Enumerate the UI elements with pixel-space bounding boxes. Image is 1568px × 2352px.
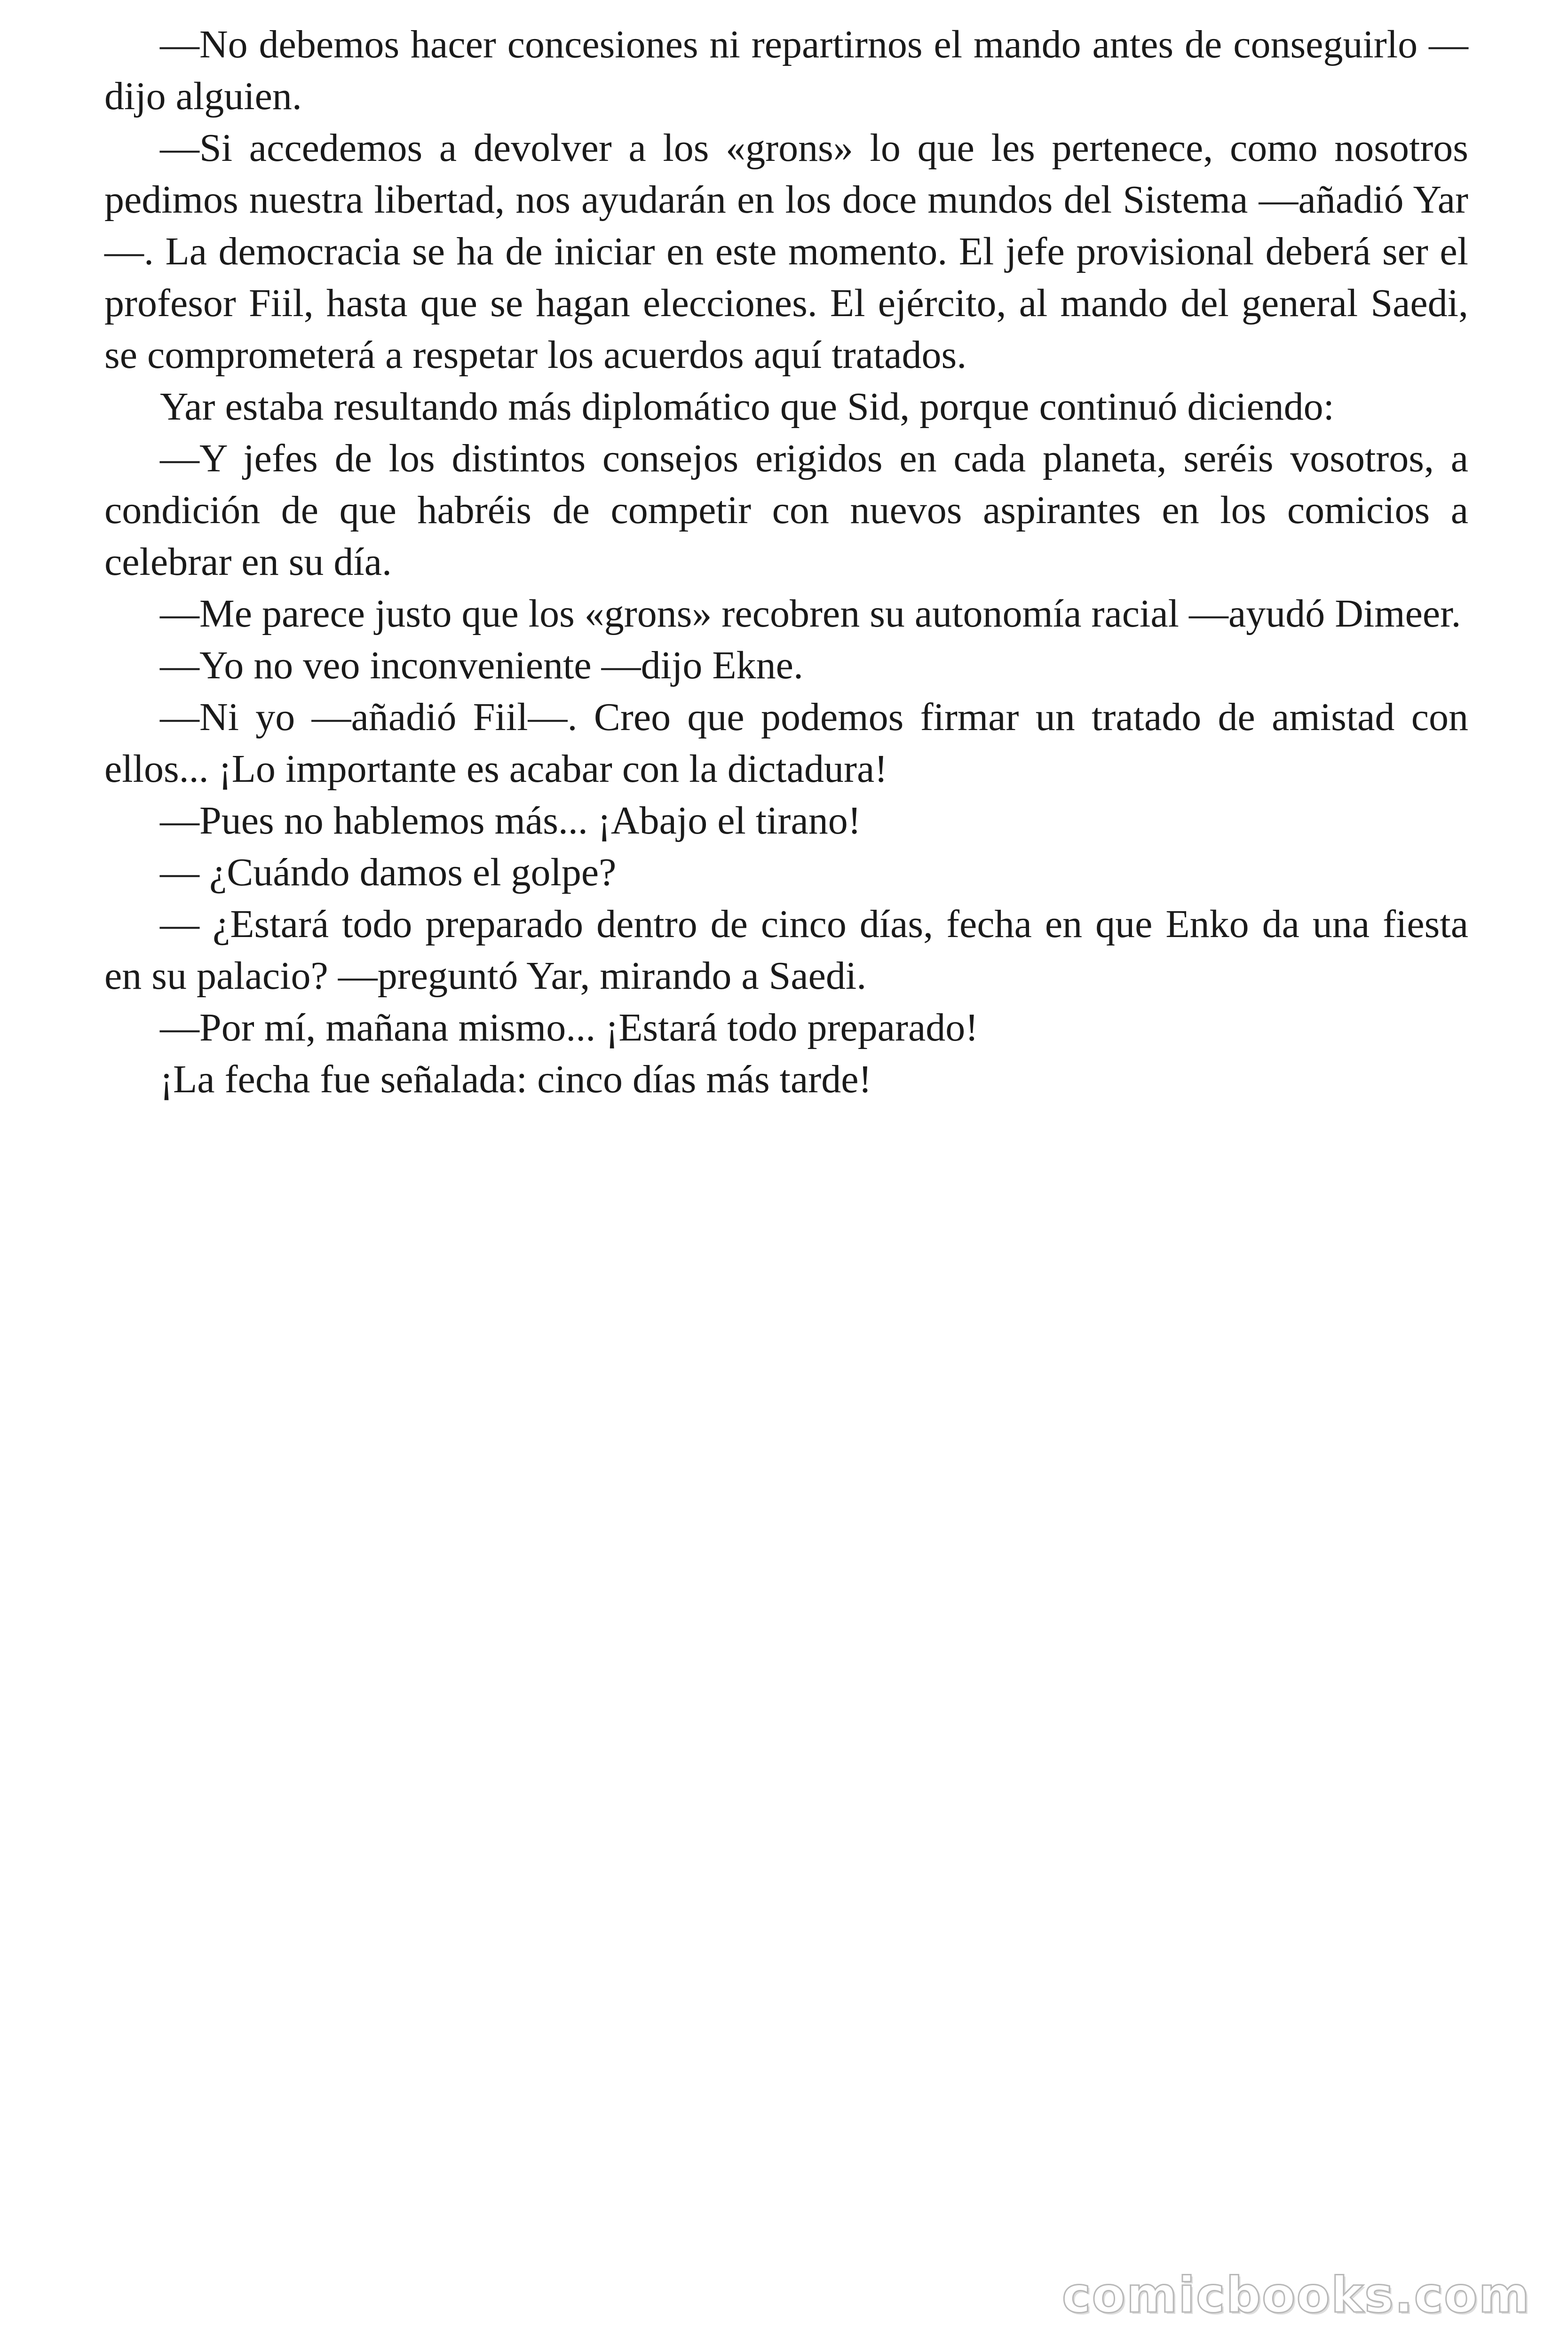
paragraph-6: —Yo no veo inconveniente —dijo Ekne.: [160, 644, 803, 687]
paragraph-12: ¡La fecha fue señalada: cinco días más tarde!: [160, 1057, 872, 1101]
paragraph-5: —Me parece justo que los «grons» recobren su autonomía racial —ayudó Dimeer.: [160, 592, 1461, 636]
paragraph-11: —Por mí, mañana mismo... ¡Estará todo preparado!: [160, 1006, 979, 1049]
paragraph-8: —Pues no hablemos más... ¡Abajo el tirano!: [160, 799, 861, 842]
paragraph-4: —Y jefes de los distintos consejos erigidos en cada planeta, seréis vosotros, a condición de que habréis de competir con nuevos aspirantes en los comicios a celebrar en su día.: [104, 437, 1468, 584]
paragraph-2: —Si accedemos a devolver a los «grons» lo que les pertenece, como nosotros pedimos nuestra libertad, nos ayudarán en los doce mundos del Sistema —añadió Yar—. La democracia se ha de iniciar en este momento. El jefe provisional deberá ser el profesor Fiil, hasta que se hagan elecciones. El ejército, al mando del general Saedi, se comprometerá a respetar los acuerdos aquí tratados.: [104, 126, 1468, 377]
paragraph-1: —No debemos hacer concesiones ni repartirnos el mando antes de conseguirlo —dijo alguien.: [104, 23, 1468, 118]
paragraph-10: — ¿Estará todo preparado dentro de cinco días, fecha en que Enko da una fiesta en su palacio? —preguntó Yar, mirando a Saedi.: [104, 902, 1468, 998]
paragraph-9: — ¿Cuándo damos el golpe?: [160, 850, 617, 894]
paragraph-7: —Ni yo —añadió Fiil—. Creo que podemos firmar un tratado de amistad con ellos... ¡Lo importante es acabar con la dictadura!: [104, 695, 1468, 791]
body-text: [104, 19, 1468, 1105]
paragraph-3: Yar estaba resultando más diplomático que Sid, porque continuó diciendo:: [160, 385, 1334, 429]
watermark-logo: comicbooks.com: [1061, 2266, 1530, 2324]
